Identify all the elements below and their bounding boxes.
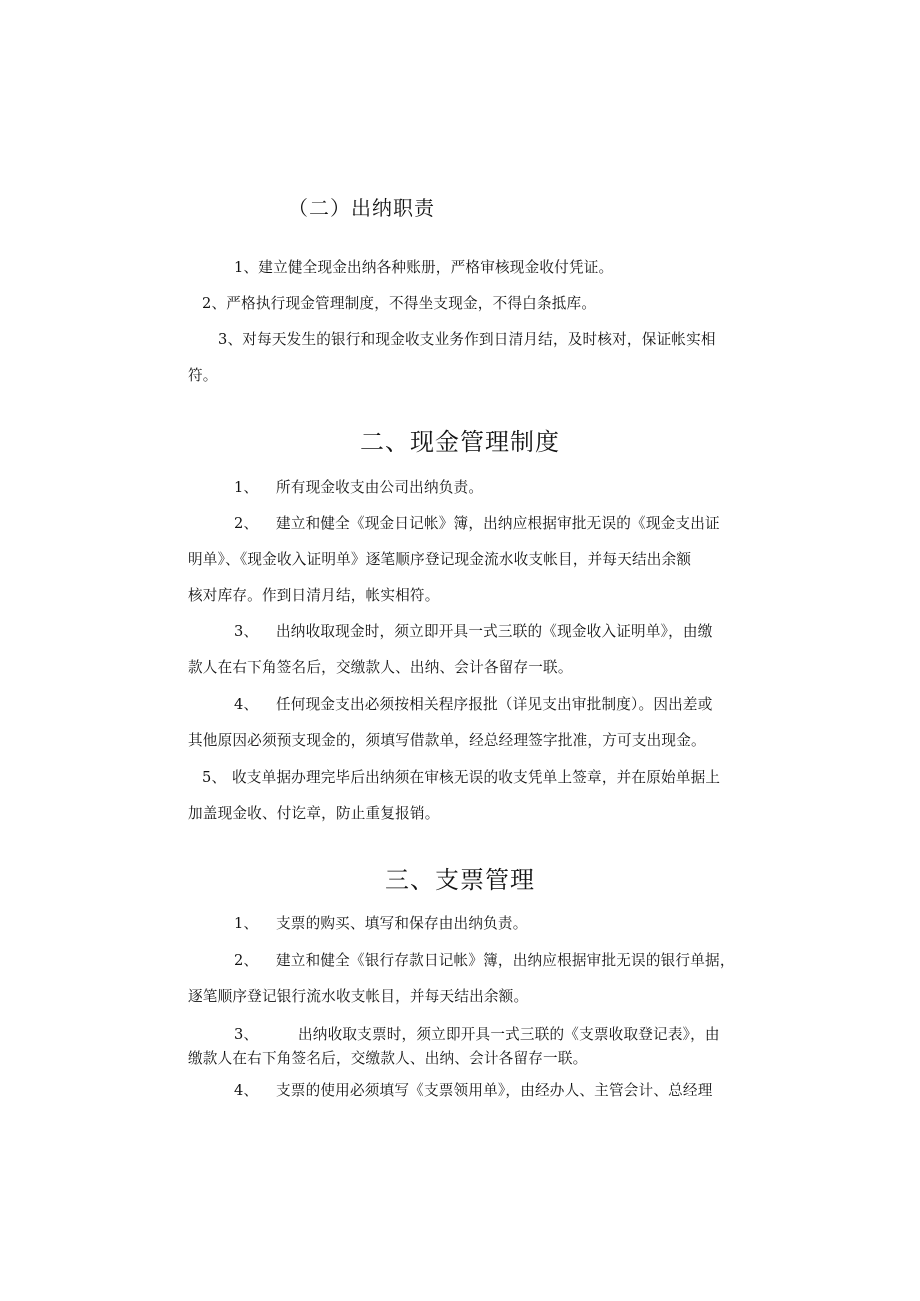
item-text: 对每天发生的银行和现金收支业务作到日清月结，及时核对，保证帐实相 [242,331,716,348]
check-item-2 [234,943,735,979]
cash-item-4 [234,687,713,723]
check-item-1 [234,906,528,942]
item-number: 5、 [202,769,227,786]
item-text: 所有现金收支由公司出纳负责。 [276,479,484,496]
cash-item-4-line2: 其他原因必须预支现金的，须填写借款单，经总经理签字批准，方可支出现金。 [188,732,706,749]
cash-item-2-line2: 明单》、《现金收入证明单》逐笔顺序登记现金流水收支帐目，并每天结出余额 [188,551,692,568]
duty-item-1 [234,250,613,286]
cash-item-3 [234,614,713,650]
item-number: 3、 [234,623,259,640]
cash-item-5 [202,760,720,796]
section-title-check: 三、支票管理 [385,866,535,894]
item-text: 建立和健全《银行存款日记帐》簿，出纳应根据审批无误的银行单据， [276,952,735,969]
item-text: 任何现金支出必须按相关程序报批（详见支出审批制度）。因出差或 [276,696,713,713]
item-text: 收支单据办理完毕后出纳须在审核无误的收支凭单上签章，并在原始单据上 [232,769,721,786]
item-number: 1、 [234,259,259,276]
section-title-cash: 二、现金管理制度 [360,428,560,456]
cash-item-5-line2: 加盖现金收、付讫章，防止重复报销。 [188,805,440,822]
item-text: 支票的使用必须填写《支票领用单》，由经办人、主管会计、总经理 [276,1082,713,1099]
duty-item-2 [202,286,596,322]
item-number: 2、 [234,952,259,969]
check-item-4 [234,1073,713,1109]
item-text: 支票的购买、填写和保存由出纳负责。 [276,915,528,932]
item-number: 2、 [234,515,259,532]
cash-item-2-line3: 核对库存。作到日清月结，帐实相符。 [188,587,440,604]
item-number: 3、 [218,331,243,348]
item-number: 1、 [234,479,259,496]
cash-item-2 [234,506,720,542]
item-text: 建立健全现金出纳各种账册，严格审核现金收付凭证。 [258,259,614,276]
duty-item-3-cont: 符。 [188,367,218,384]
subsection-title: （二）出纳职责 [288,196,435,220]
cash-item-1 [234,470,483,506]
item-text: 严格执行现金管理制度，不得坐支现金，不得白条抵库。 [226,295,597,312]
item-text: 出纳收取现金时，须立即开具一式三联的《现金收入证明单》，由缴 [276,623,713,640]
item-number: 2、 [202,295,227,312]
duty-item-3 [218,322,716,358]
item-number: 4、 [234,696,259,713]
cash-item-3-line2: 款人在右下角签名后，交缴款人、出纳、会计各留存一联。 [188,659,573,676]
item-number: 1、 [234,915,259,932]
item-number: 3、 [234,1026,259,1043]
check-item-3 [234,1023,720,1047]
item-text: 出纳收取支票时，须立即开具一式三联的《支票收取登记表》，由 [298,1026,720,1043]
item-text: 建立和健全《现金日记帐》簿，出纳应根据审批无误的《现金支出证 [276,515,720,532]
item-number: 4、 [234,1082,259,1099]
check-item-3-line2: 缴款人在右下角签名后，交缴款人、出纳、会计各留存一联。 [188,1050,588,1067]
check-item-2-line2: 逐笔顺序登记银行流水收支帐目，并每天结出余额。 [188,988,529,1005]
